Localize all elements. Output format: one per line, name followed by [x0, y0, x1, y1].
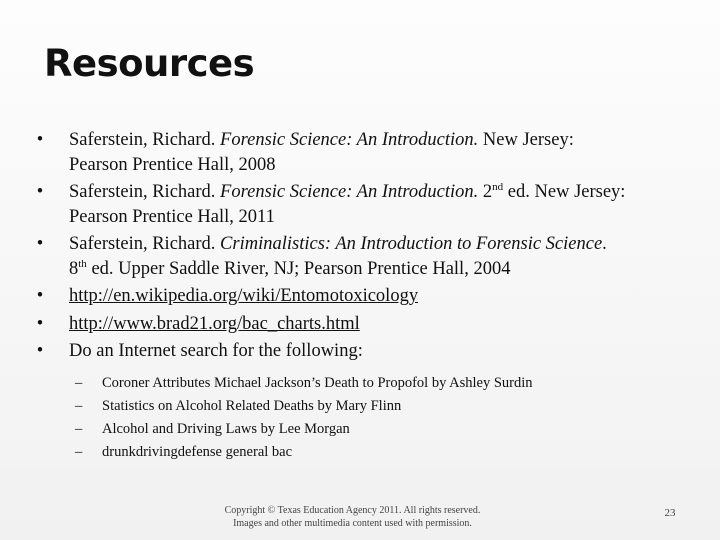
permission-line: Images and other multimedia content used with permission. [233, 518, 472, 529]
sub-list-item [75, 418, 533, 441]
citation-publisher-line: ed. Upper Saddle River, NJ; Pearson Prentice Hall, 2004 [86, 258, 511, 279]
sub-list-item [75, 372, 533, 395]
dash-icon: – [75, 444, 83, 460]
bac-charts-link[interactable]: http://www.brad21.org/bac_charts.html [69, 313, 360, 334]
resource-list [30, 128, 710, 367]
citation-publisher: New Jersey: [478, 130, 574, 150]
list-item [30, 312, 710, 337]
citation-title: Forensic Science: An Introduction. [220, 130, 479, 150]
citation-author: Saferstein, Richard. [69, 182, 221, 202]
citation-edition-suffix: nd [492, 181, 504, 193]
search-topic: drunkdrivingdefense general bac [102, 444, 293, 460]
copyright-footer [200, 504, 505, 530]
citation-publisher-line: Pearson Prentice Hall, 2008 [69, 154, 276, 175]
citation-title: Criminalistics: An Introduction to Forensic Science [220, 234, 603, 254]
citation-edition: 8 [69, 258, 79, 279]
bullet-icon: • [36, 341, 44, 361]
citation-edition: 2 [478, 182, 493, 202]
search-topic: Statistics on Alcohol Related Deaths by Mary Flinn [102, 398, 402, 414]
bullet-icon: • [36, 286, 44, 306]
bullet-icon: • [36, 313, 44, 334]
dash-icon: – [75, 398, 83, 414]
dash-icon: – [75, 421, 83, 437]
sub-list-item [75, 395, 533, 418]
slide-title: Resources [44, 42, 255, 85]
dash-icon: – [75, 375, 83, 391]
wikipedia-link[interactable]: http://en.wikipedia.org/wiki/Entomotoxicology [69, 286, 419, 306]
citation-publisher: ed. New Jersey: [503, 182, 626, 202]
citation-publisher-line: Pearson Prentice Hall, 2011 [69, 206, 275, 227]
citation-edition-suffix: th [78, 257, 87, 270]
list-item [30, 232, 710, 281]
list-item [30, 284, 710, 309]
citation-punctuation: . [602, 234, 607, 254]
bullet-icon: • [36, 234, 44, 254]
citation-author: Saferstein, Richard. [69, 130, 221, 150]
search-topic: Coroner Attributes Michael Jackson’s Death to Propofol by Ashley Surdin [102, 375, 533, 391]
search-topics-list [75, 372, 533, 464]
list-item [30, 339, 710, 364]
bullet-icon: • [36, 182, 44, 202]
citation-title: Forensic Science: An Introduction. [220, 182, 479, 202]
search-topic: Alcohol and Driving Laws by Lee Morgan [102, 421, 350, 437]
copyright-line: Copyright © Texas Education Agency 2011. All rights reserved. [224, 505, 481, 516]
sub-list-item [75, 441, 533, 464]
list-item [30, 128, 710, 177]
list-item [30, 180, 710, 229]
bullet-icon: • [36, 130, 44, 150]
search-instruction: Do an Internet search for the following: [69, 341, 363, 361]
page-number: 23 [664, 507, 676, 519]
citation-author: Saferstein, Richard. [69, 234, 221, 254]
